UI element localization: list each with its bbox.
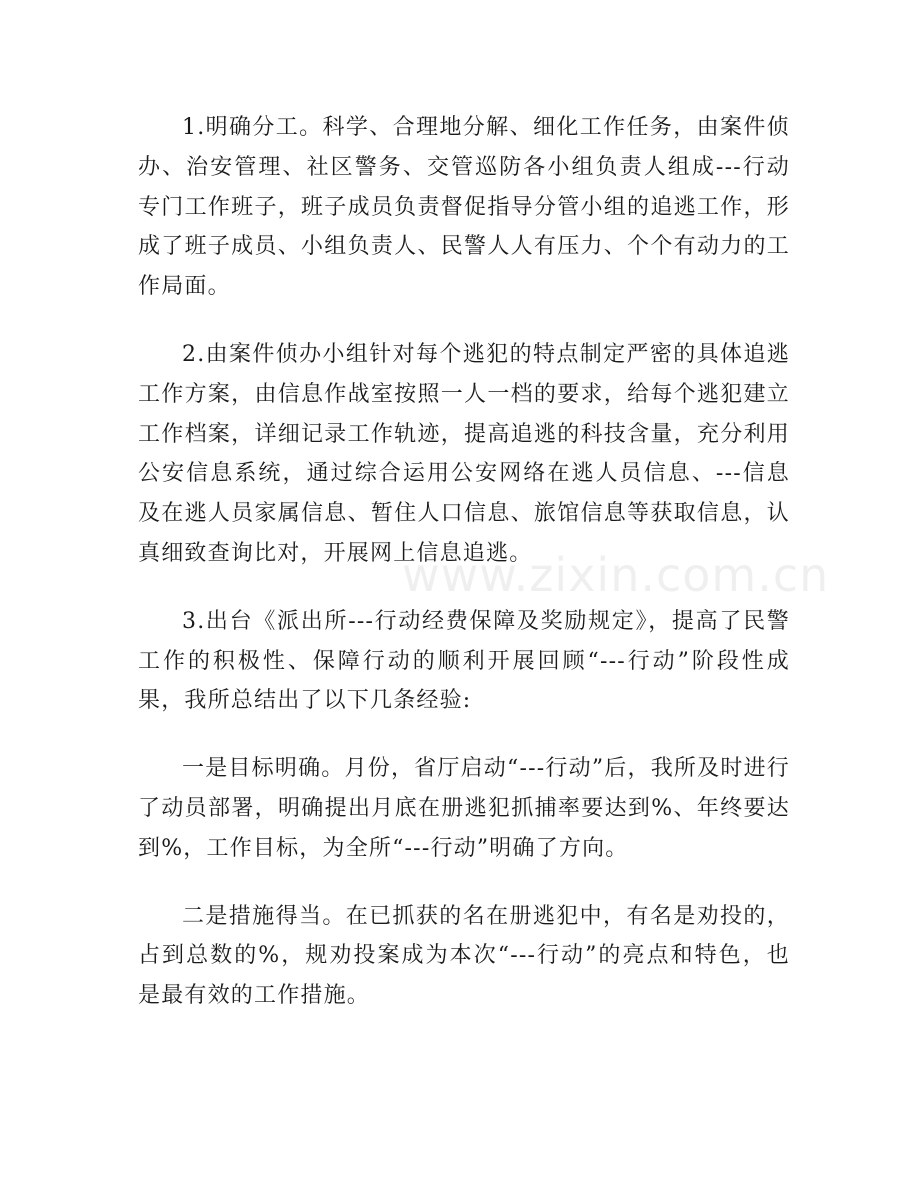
paragraph-5: 二是措施得当。在已抓获的名在册逃犯中，有名是劝投的，占到总数的%，规劝投案成为本次“---行动”的亮点和特色，也是最有效的工作措施。 [138,903,790,1009]
paragraph-3: 3.出台《派出所---行动经费保障及奖励规定》，提高了民警工作的积极性、保障行动的顺利开展回顾“---行动”阶段性成果，我所总结出了以下几条经验: [138,608,790,714]
document-body [138,108,790,1044]
paragraph-2: 2.由案件侦办小组针对每个逃犯的特点制定严密的具体追逃工作方案，由信息作战室按照一人一档的要求，给每个逃犯建立工作档案，详细记录工作轨迹，提高追逃的科技含量，充分利用公安信息系统，通过综合运用公安网络在逃人员信息、---信息及在逃人员家属信息、暂住人口信息、旅馆信息等获取信息，认真细致查询比对，开展网上信息追逃。 [138,341,790,566]
paragraph-4: 一是目标明确。月份，省厅启动“---行动”后，我所及时进行了动员部署，明确提出月底在册逃犯抓捕率要达到%、年终要达到%，工作目标，为全所“---行动”明确了方向。 [138,756,790,861]
watermark: www.zixin.com.cn [402,548,830,602]
paragraph-1: 1.明确分工。科学、合理地分解、细化工作任务，由案件侦办、治安管理、社区警务、交管巡防各小组负责人组成---行动专门工作班子，班子成员负责督促指导分管小组的追逃工作，形成了班子成员、小组负责人、民警人人有压力、个个有动力的工作局面。 [138,115,790,300]
